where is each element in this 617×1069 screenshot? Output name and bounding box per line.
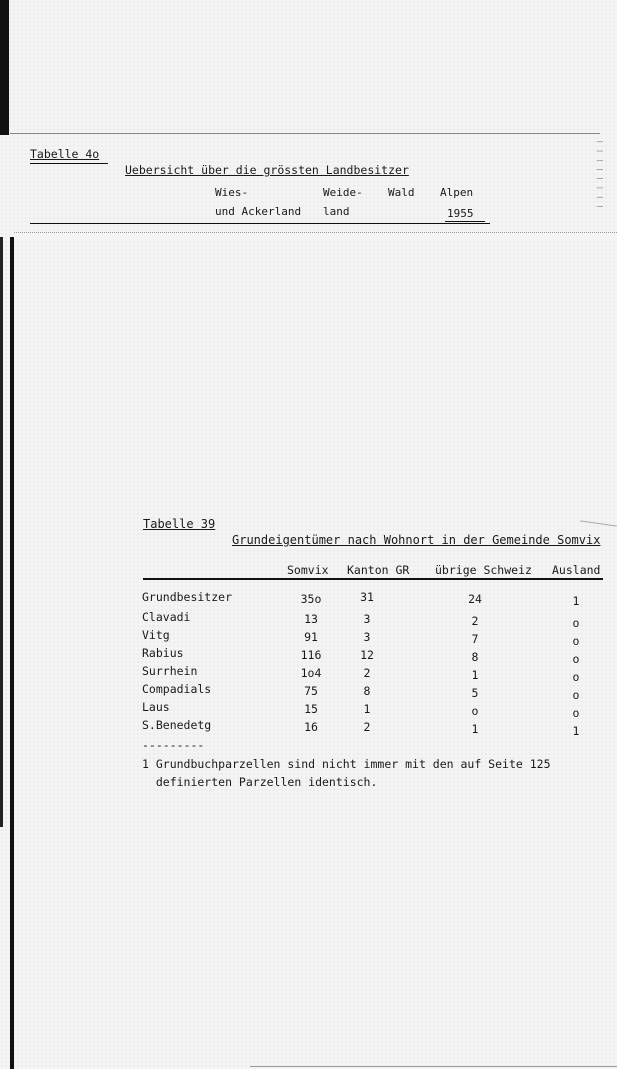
cell-ausland: o: [572, 652, 580, 666]
cell-uebrige: 8: [471, 650, 479, 664]
page-bottom-edge: [250, 1066, 617, 1067]
table39-col-kanton: Kanton GR: [347, 563, 410, 577]
cell-ausland: o: [572, 670, 580, 684]
row-label: Clavadi: [142, 610, 191, 624]
scan-edge-shadow-main: [10, 237, 14, 1069]
table40-header-land: land: [323, 205, 350, 218]
row-label: Grundbesitzer: [142, 590, 233, 604]
footnote-line-1: 1 Grundbuchparzellen sind nicht immer mit den auf Seite 125: [142, 757, 551, 771]
upper-page-fragment: [0, 0, 617, 235]
cell-uebrige: 1: [471, 668, 479, 682]
cell-somvix: 35o: [300, 592, 322, 606]
cell-ausland: o: [572, 616, 580, 630]
cell-kanton: 2: [363, 666, 371, 680]
table39-header-rule: [143, 578, 603, 580]
table40-label: Tabelle 4o: [30, 147, 100, 161]
row-label: Compadials: [142, 682, 212, 696]
cell-kanton: 31: [360, 590, 374, 604]
cell-uebrige: 1: [471, 722, 479, 736]
table39-label: Tabelle 39: [143, 517, 216, 531]
page-tear-edge: [14, 232, 617, 239]
cell-kanton: 1: [363, 702, 371, 716]
table40-header-wald: Wald: [388, 186, 415, 199]
table39-title: Grundeigentümer nach Wohnort in der Gemeinde Somvix: [232, 533, 601, 547]
cell-somvix: 91: [304, 630, 318, 644]
cell-kanton: 2: [363, 720, 371, 734]
cell-ausland: o: [572, 634, 580, 648]
cell-somvix: 13: [304, 612, 318, 626]
cell-uebrige: 2: [471, 614, 479, 628]
row-label: Vitg: [142, 628, 170, 642]
cell-somvix: 1o4: [300, 666, 322, 680]
cell-somvix: 15: [304, 702, 318, 716]
page-edge-line: [10, 133, 600, 134]
cell-kanton: 3: [363, 612, 371, 626]
table40-header-rule: [30, 223, 490, 224]
cell-somvix: 16: [304, 720, 318, 734]
table39-col-ausland: Ausland: [552, 563, 601, 577]
table40-title: Uebersicht über die grössten Landbesitzer: [125, 163, 409, 177]
cell-uebrige: 7: [471, 632, 479, 646]
row-label: Rabius: [142, 646, 184, 660]
table39-col-uebrige: übrige Schweiz: [435, 563, 532, 577]
cell-ausland: o: [572, 688, 580, 702]
cell-somvix: 116: [300, 648, 322, 662]
footnote-line-2: definierten Parzellen identisch.: [142, 775, 378, 789]
cell-kanton: 3: [363, 630, 371, 644]
cell-kanton: 12: [360, 648, 374, 662]
footnote: [142, 755, 551, 791]
row-label: Surrhein: [142, 664, 198, 678]
table39-col-somvix: Somvix: [287, 563, 329, 577]
table40-header-alpen: Alpen: [440, 186, 474, 199]
row-label: Laus: [142, 700, 170, 714]
page-corner-line: [580, 520, 617, 526]
cell-kanton: 8: [363, 684, 371, 698]
scan-edge-shadow: [0, 0, 9, 135]
cell-uebrige: o: [471, 704, 479, 718]
cell-ausland: 1: [572, 594, 580, 608]
table40-header-weide: Weide-: [323, 186, 363, 199]
footnote-separator: ---------: [142, 738, 205, 752]
table40-header-ackerland: und Ackerland: [215, 205, 302, 218]
cell-ausland: o: [572, 706, 580, 720]
table40-header-wies: Wies-: [215, 186, 249, 199]
table40-label-rule: [30, 163, 108, 164]
cell-ausland: 1: [572, 724, 580, 738]
row-label: S.Benedetg: [142, 718, 212, 732]
cell-uebrige: 5: [471, 686, 479, 700]
table40-header-year: 1955: [447, 207, 474, 220]
cell-somvix: 75: [304, 684, 318, 698]
margin-marks: | | | | | | | |: [596, 140, 603, 210]
cell-uebrige: 24: [468, 592, 482, 606]
table40-year-rule: [445, 221, 485, 222]
scan-edge-shadow-mid: [0, 237, 3, 827]
